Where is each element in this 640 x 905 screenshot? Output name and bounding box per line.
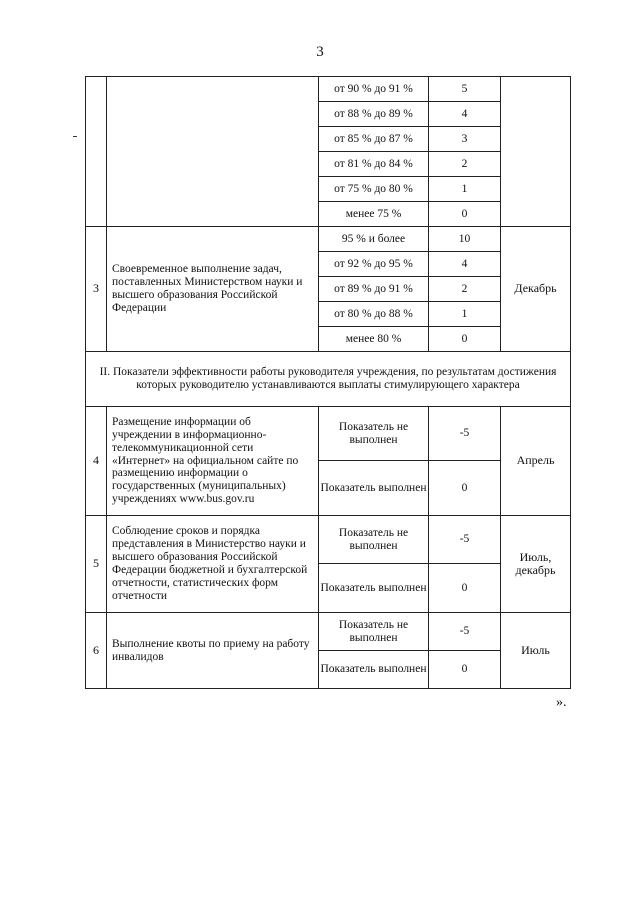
score-cell: 0 [429,202,501,227]
score-cell: 0 [429,461,501,516]
term-cell: Июль [501,613,571,689]
score-cell: 0 [429,564,501,613]
description-cell: Соблюдение сроков и порядка представления в Министерство науки и высшего образования Российской Федерации бюджетной и бухгалтерской отчетности, статистических форм отчетности [107,516,319,613]
description-cell: Выполнение квоты по приему на работу инвалидов [107,613,319,689]
row-number-cell: 5 [86,516,107,613]
score-cell: 0 [429,327,501,352]
score-cell: 1 [429,177,501,202]
page-number: 3 [316,44,324,60]
table-row [86,407,571,461]
score-cell: 4 [429,102,501,127]
condition-cell: менее 80 % [319,327,429,352]
row-number-cell: 3 [86,227,107,352]
score-cell: 2 [429,152,501,177]
condition-cell: Показатель не выполнен [319,516,429,564]
score-cell: 4 [429,252,501,277]
indicators-table [85,76,571,689]
term-cell [501,77,571,227]
condition-cell: от 80 % до 88 % [319,302,429,327]
table-row [86,516,571,564]
score-cell: -5 [429,613,501,651]
condition-cell: от 81 % до 84 % [319,152,429,177]
condition-cell: Показатель не выполнен [319,613,429,651]
condition-cell: от 92 % до 95 % [319,252,429,277]
condition-cell: от 75 % до 80 % [319,177,429,202]
table-row [86,352,571,407]
score-cell: 1 [429,302,501,327]
table-row [86,77,571,102]
condition-cell: от 90 % до 91 % [319,77,429,102]
description-cell: Своевременное выполнение задач, поставленных Министерством науки и высшего образования Российской Федерации [107,227,319,352]
term-cell: Июль, декабрь [501,516,571,613]
condition-cell: Показатель не выполнен [319,407,429,461]
term-cell: Декабрь [501,227,571,352]
description-cell: Размещение информации об учреждении в информационно-телекоммуникационной сети «Интернет» на официальном сайте по размещению информации о государственных (муниципальных) учреждениях www.bus.gov.ru [107,407,319,516]
table-row [86,613,571,651]
row-number-cell: 6 [86,613,107,689]
score-cell: 2 [429,277,501,302]
condition-cell: Показатель выполнен [319,564,429,613]
condition-cell: от 85 % до 87 % [319,127,429,152]
section-heading: II. Показатели эффективности работы руководителя учреждения, по результатам достижения которых руководителю устанавливаются выплаты стимулирующего характера [86,352,571,407]
score-cell: -5 [429,516,501,564]
table-row [86,227,571,252]
score-cell: -5 [429,407,501,461]
score-cell: 5 [429,77,501,102]
condition-cell: менее 75 % [319,202,429,227]
score-cell: 3 [429,127,501,152]
row-number-cell [86,77,107,227]
condition-cell: Показатель выполнен [319,461,429,516]
condition-cell: Показатель выполнен [319,651,429,689]
condition-cell: от 88 % до 89 % [319,102,429,127]
closing-quote: ». [556,695,567,710]
term-cell: Апрель [501,407,571,516]
description-cell [107,77,319,227]
row-number-cell: 4 [86,407,107,516]
condition-cell: от 89 % до 91 % [319,277,429,302]
margin-mark [73,136,77,137]
score-cell: 0 [429,651,501,689]
score-cell: 10 [429,227,501,252]
condition-cell: 95 % и более [319,227,429,252]
